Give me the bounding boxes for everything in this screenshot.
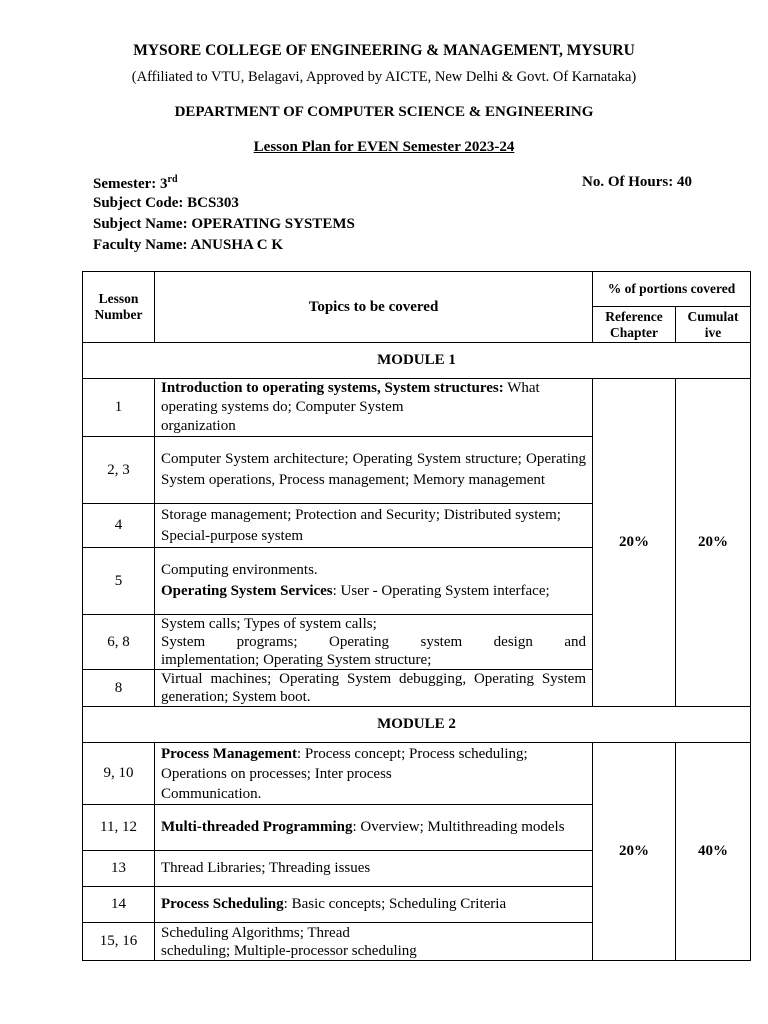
lesson-number: 2, 3 — [83, 437, 155, 504]
semester-label: Semester: 3 — [93, 176, 168, 192]
cumulative-header: Cumulat ive — [676, 307, 751, 343]
subject-name: Subject Name: OPERATING SYSTEMS — [93, 216, 355, 232]
affiliation-line: (Affiliated to VTU, Belagavi, Approved by AICTE, New Delhi & Govt. Of Karnataka) — [131, 69, 637, 85]
topic-cell: Multi-threaded Programming: Overview; Multithreading models — [155, 805, 593, 851]
lesson-number: 5 — [83, 548, 155, 615]
lesson-number: 14 — [83, 887, 155, 923]
topic-cell: System calls; Types of system calls; System programs; Operating system design and implementation; Operating System structure; — [155, 615, 593, 670]
module-1-reference: 20% — [593, 379, 676, 707]
lesson-number: 13 — [83, 851, 155, 887]
lesson-plan-table — [82, 271, 751, 961]
lesson-number: 9, 10 — [83, 743, 155, 805]
module-1-cumulative: 20% — [676, 379, 751, 707]
topic-cell: Thread Libraries; Threading issues — [155, 851, 593, 887]
lesson-number-header: Lesson Number — [83, 272, 155, 343]
topic-cell: Process Management: Process concept; Process scheduling; Operations on processes; Inter process Communication. — [155, 743, 593, 805]
topic-cell: Scheduling Algorithms; Thread scheduling; Multiple-processor scheduling — [155, 923, 593, 961]
college-name: MYSORE COLLEGE OF ENGINEERING & MANAGEMENT, MYSURU — [133, 42, 635, 59]
portions-header: % of portions covered — [593, 272, 751, 307]
lesson-number: 8 — [83, 670, 155, 707]
reference-chapter-header: Reference Chapter — [593, 307, 676, 343]
lesson-number: 11, 12 — [83, 805, 155, 851]
module-2-title: MODULE 2 — [83, 707, 751, 743]
table-row — [83, 743, 751, 805]
hours: No. Of Hours: 40 — [582, 174, 692, 190]
semester-sup: rd — [167, 174, 178, 185]
semester — [93, 174, 178, 193]
topics-header: Topics to be covered — [155, 272, 593, 343]
lesson-number: 6, 8 — [83, 615, 155, 670]
topic-cell: Process Scheduling: Basic concepts; Scheduling Criteria — [155, 887, 593, 923]
module-2-cumulative: 40% — [676, 743, 751, 961]
table-row — [83, 379, 751, 437]
lesson-number: 4 — [83, 504, 155, 548]
topic-cell: Virtual machines; Operating System debugging, Operating System generation; System boot. — [155, 670, 593, 707]
topic-cell: Computer System architecture; Operating System structure; Operating System operations, Process management; Memory management — [155, 437, 593, 504]
module-1-title: MODULE 1 — [83, 343, 751, 379]
topic-cell: Computing environments. Operating System Services: User - Operating System interface; — [155, 548, 593, 615]
department-name: DEPARTMENT OF COMPUTER SCIENCE & ENGINEERING — [174, 104, 594, 120]
lesson-number: 1 — [83, 379, 155, 437]
lesson-number: 15, 16 — [83, 923, 155, 961]
topic-cell: Storage management; Protection and Security; Distributed system; Special-purpose system — [155, 504, 593, 548]
faculty-name: Faculty Name: ANUSHA C K — [93, 237, 283, 253]
plan-title: Lesson Plan for EVEN Semester 2023-24 — [253, 139, 515, 155]
topic-cell: Introduction to operating systems, System structures: What operating systems do; Computer System organization — [155, 379, 593, 437]
subject-code: Subject Code: BCS303 — [93, 195, 239, 211]
module-2-reference: 20% — [593, 743, 676, 961]
